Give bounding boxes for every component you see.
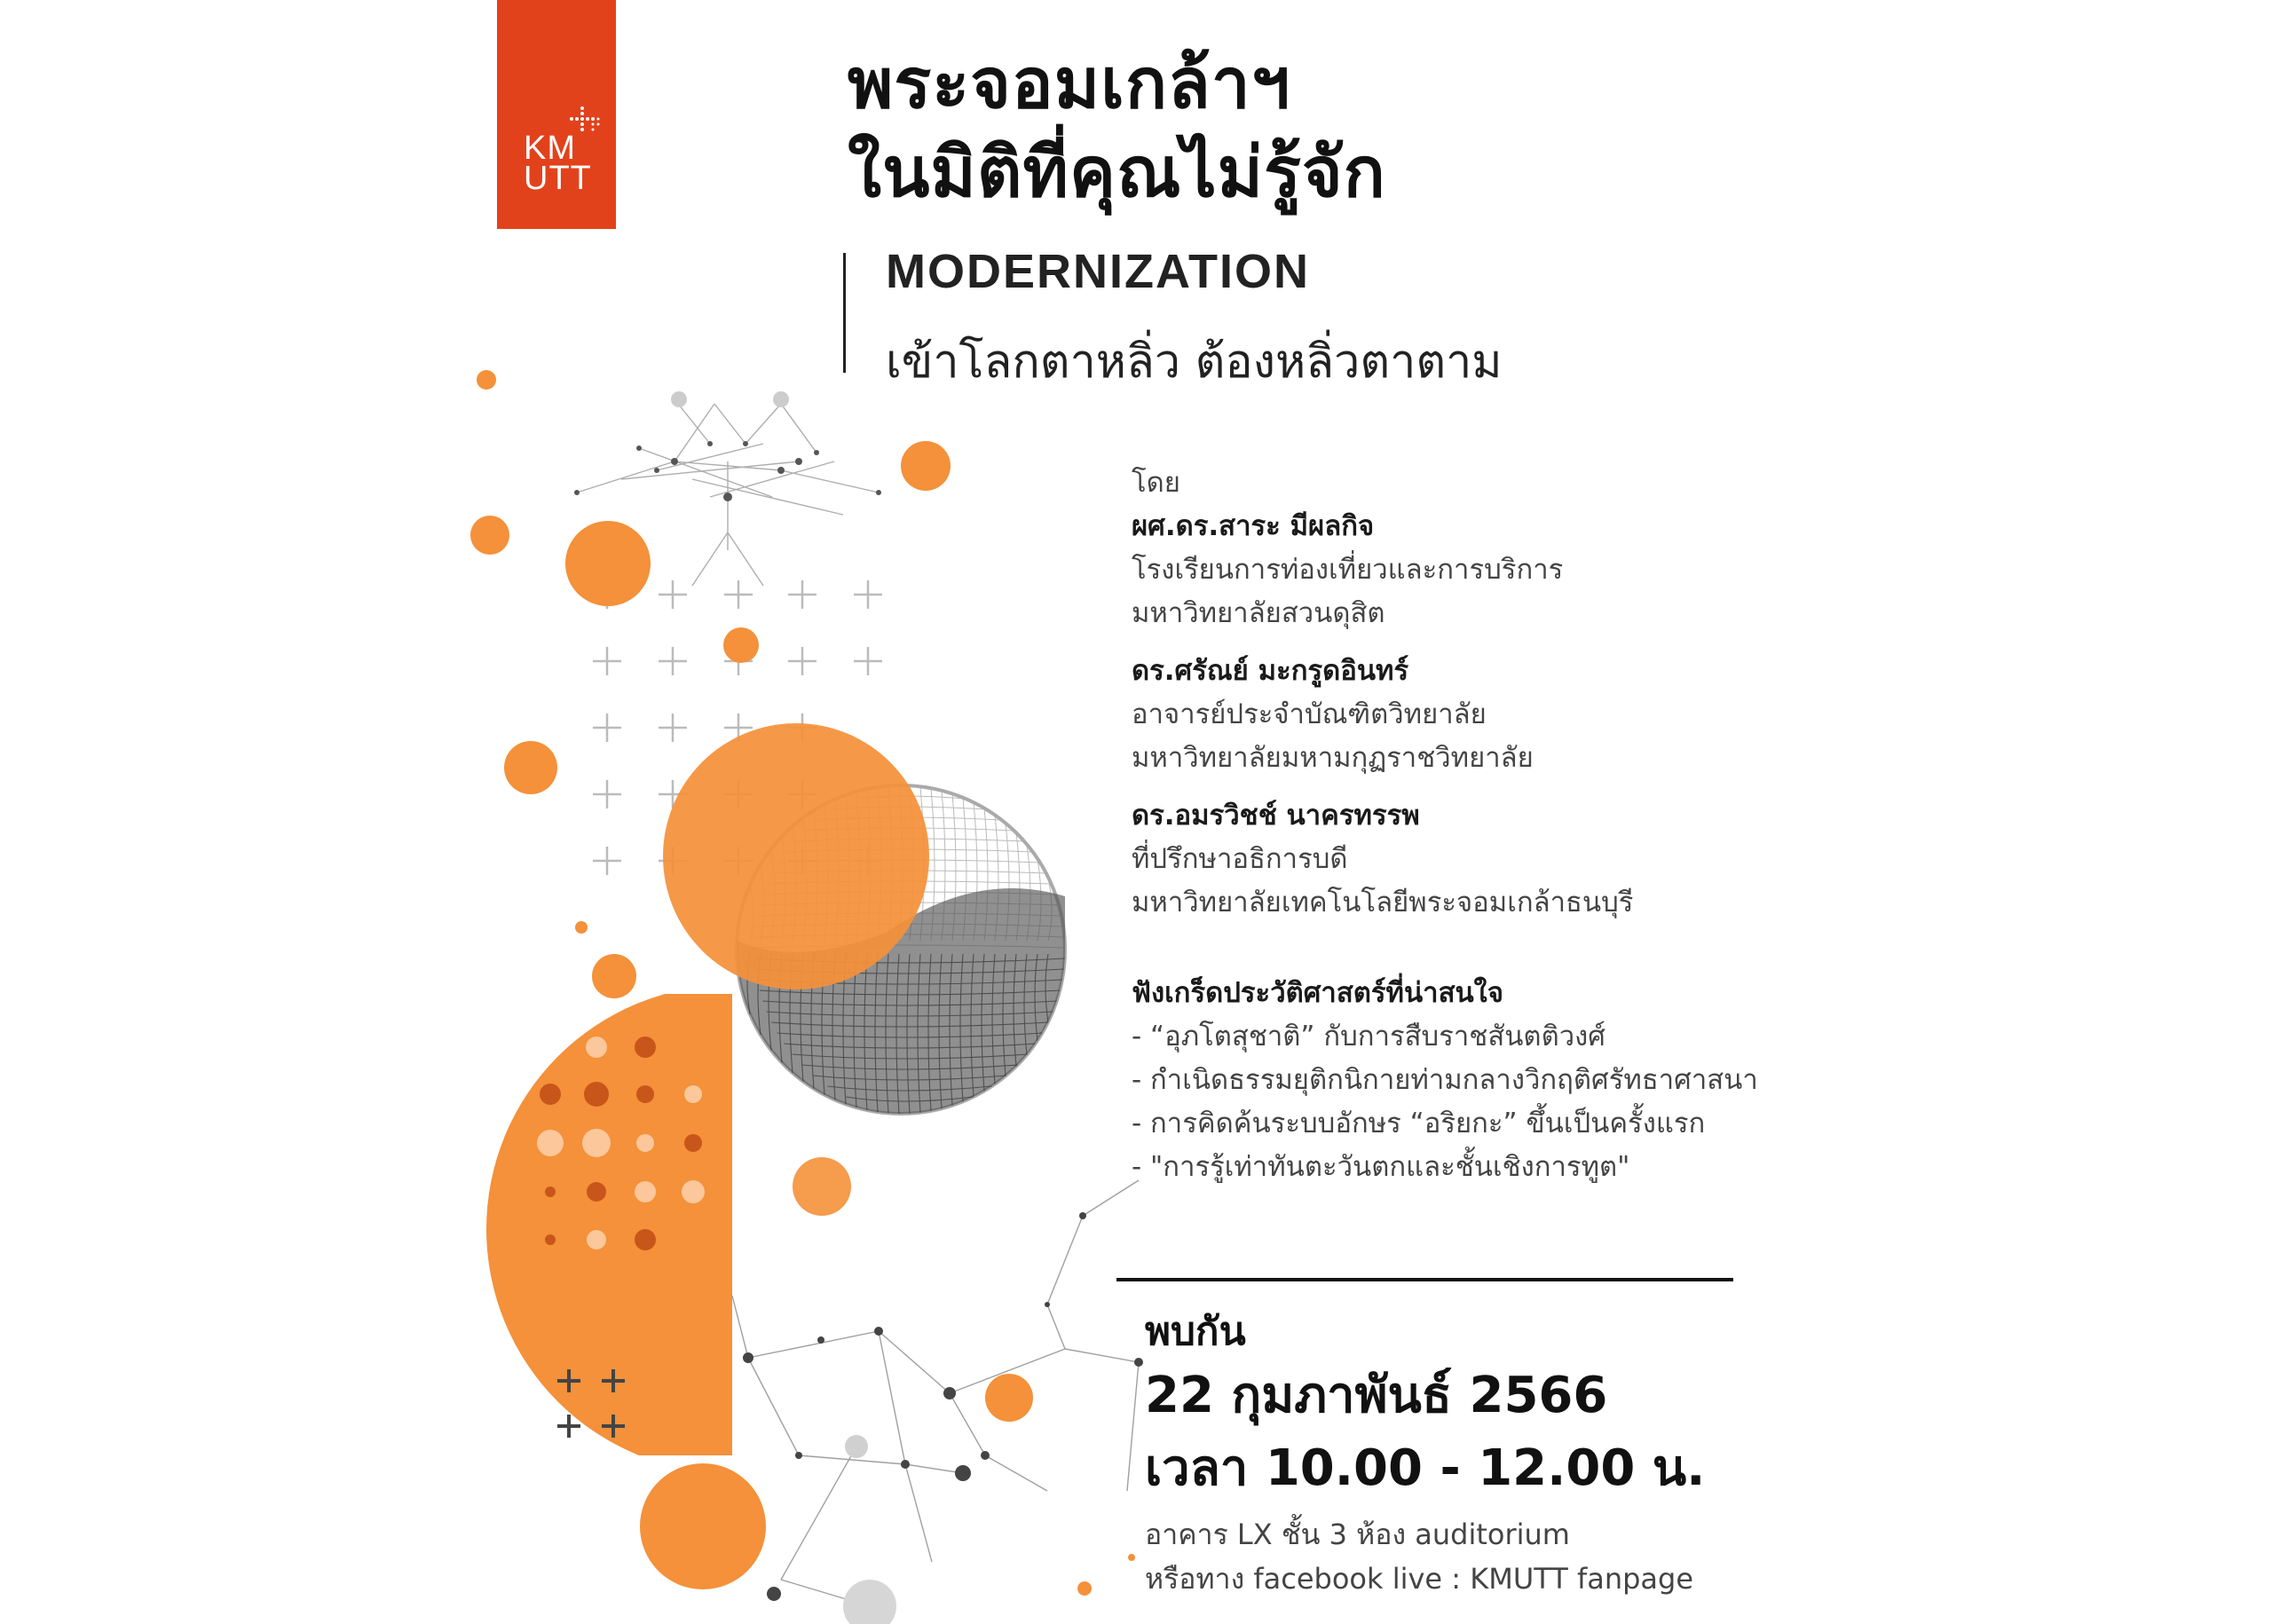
kmutt-logo <box>497 0 616 229</box>
subtitle-thai: เข้าโลกตาหลิ่ว ต้องหลิ่วตาตาม <box>886 335 1503 389</box>
speaker-item <box>1132 505 1859 635</box>
network-bottom <box>732 1180 1139 1606</box>
topic-item: - กำเนิดธรรมยุติกนิกายท่ามกลางวิกฤติศรัทธาศาสนา <box>1132 1064 1758 1096</box>
event-details <box>1145 1305 1705 1601</box>
speaker-item <box>1132 794 1859 925</box>
logo-text: KM UTT <box>524 130 592 197</box>
event-online: หรือทาง facebook live : KMUTT fanpage <box>1145 1562 1694 1596</box>
event-date: 22 กุมภาพันธ์ 2566 <box>1145 1367 1608 1424</box>
event-label: พบกัน <box>1145 1309 1246 1354</box>
topic-list <box>1132 972 1859 1189</box>
speaker-name: ดร.ศรัณย์ มะกรูดอินทร์ <box>1132 655 1409 687</box>
title-line-2: ในมิติที่คุณไม่รู้จัก <box>848 133 1386 213</box>
network-bottom-nodes <box>743 1212 1143 1624</box>
speaker-affiliation: ที่ปรึกษาอธิการบดี <box>1132 843 1348 875</box>
speaker-list <box>1132 461 1859 925</box>
speaker-affiliation: โรงเรียนการท่องเที่ยวและการบริการ <box>1132 554 1564 586</box>
page-title <box>848 40 1386 217</box>
event-venue: อาคาร LX ชั้น 3 ห้อง auditorium <box>1145 1518 1570 1551</box>
topic-item: - "การรู้เท่าทันตะวันตกและชั้นเชิงการทูต" <box>1132 1151 1630 1183</box>
subtitle-english: MODERNIZATION <box>886 245 1310 298</box>
topic-item: - “อุภโตสุชาติ” กับการสืบราชสันตติวงศ์ <box>1132 1021 1605 1052</box>
speaker-institution: มหาวิทยาลัยมหามกุฏราชวิทยาลัย <box>1132 742 1534 774</box>
speaker-name: ผศ.ดร.สาระ มีผลกิจ <box>1132 510 1375 542</box>
section-divider <box>1116 1278 1733 1281</box>
subtitle-divider <box>843 253 846 373</box>
speaker-institution: มหาวิทยาลัยเทคโนโลยีพระจอมเกล้าธนบุรี <box>1132 887 1634 918</box>
speaker-affiliation: อาจารย์ประจำบัณฑิตวิทยาลัย <box>1132 698 1487 730</box>
topic-heading: ฟังเกร็ดประวัติศาสตร์ที่น่าสนใจ <box>1132 977 1503 1009</box>
speaker-by: โดย <box>1132 467 1180 499</box>
speaker-item <box>1132 650 1859 780</box>
speaker-institution: มหาวิทยาลัยสวนดุสิต <box>1132 597 1385 629</box>
speaker-name: ดร.อมรวิชช์ นาครทรรพ <box>1132 800 1420 832</box>
event-time: เวลา 10.00 - 12.00 น. <box>1145 1439 1706 1497</box>
title-line-1: พระจอมเกล้าฯ <box>848 44 1291 124</box>
topic-item: - การคิดค้นระบบอักษร “อริยกะ” ขึ้นเป็นครั้งแรก <box>1132 1108 1706 1139</box>
